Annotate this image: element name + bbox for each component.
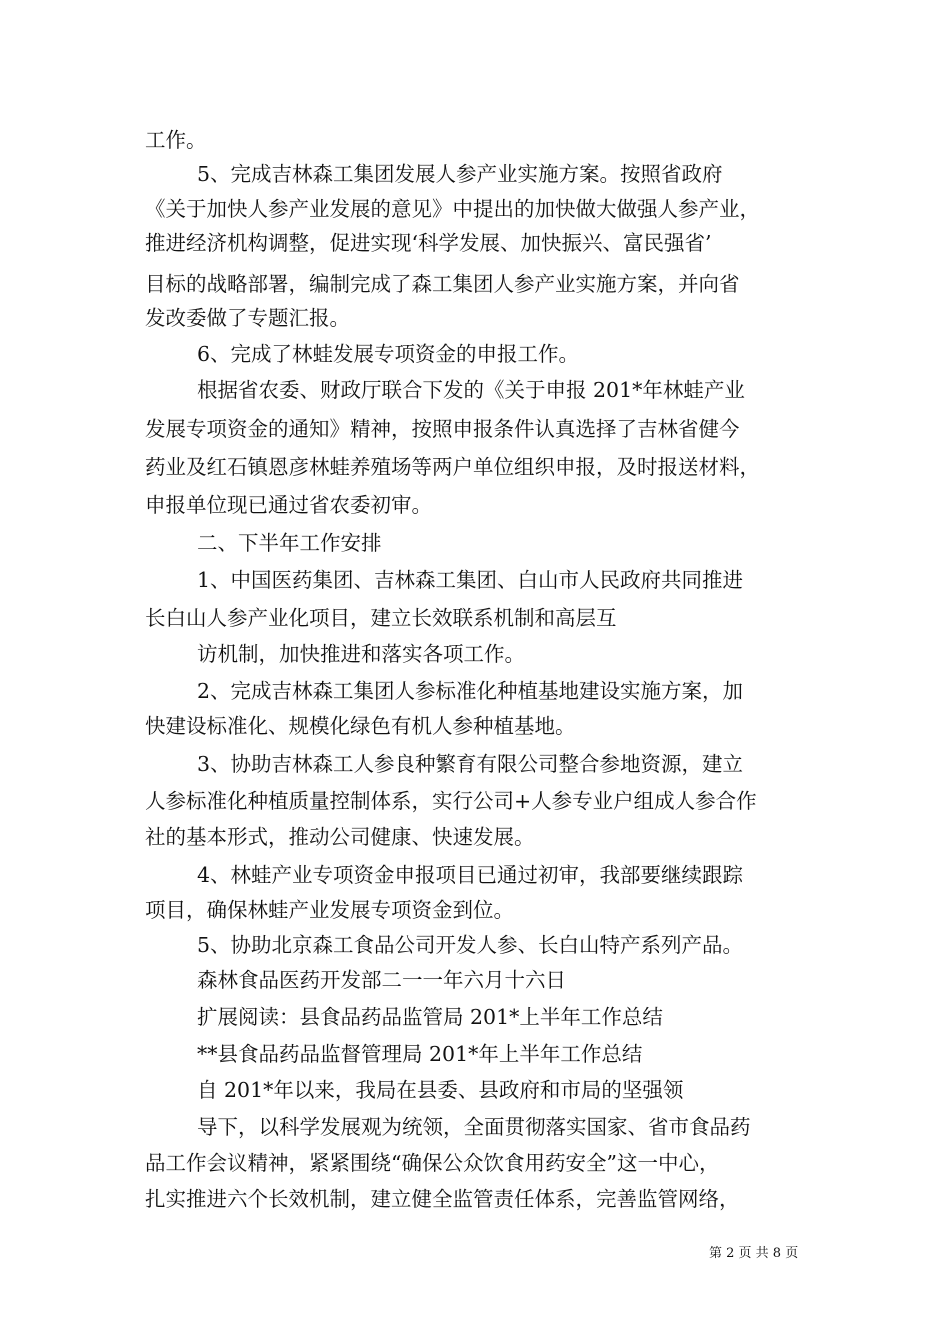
text-line-18: 3、协助吉林森工人参良种繁育有限公司整合参地资源，建立 [197, 752, 744, 776]
extended-reading-title: 扩展阅读：县食品药品监管局 201*上半年工作总结 [197, 1005, 663, 1029]
text-line-16: 2、完成吉林森工集团人参标准化种植基地建设实施方案，加 [197, 679, 744, 703]
text-line-2: 5、完成吉林森工集团发展人参产业实施方案。按照省政府 [197, 162, 723, 186]
text-line-15: 访机制，加快推进和落实各项工作。 [197, 642, 525, 666]
text-line-13: 1、中国医药集团、吉林森工集团、白山市人民政府共同推进 [197, 568, 744, 592]
section-heading: 二、下半年工作安排 [197, 531, 382, 555]
text-line-29: 品工作会议精神，紧紧围绕“确保公众饮食用药安全”这一中心， [145, 1151, 720, 1175]
text-line-9: 发展专项资金的通知》精神，按照申报条件认真选择了吉林省健今 [145, 417, 740, 441]
text-line-7: 6、完成了林蛙发展专项资金的申报工作。 [197, 342, 580, 366]
text-line-1: 工作。 [145, 128, 207, 152]
text-line-27: 自 201*年以来，我局在县委、县政府和市局的坚强领 [197, 1078, 684, 1102]
text-line-14: 长白山人参产业化项目，建立长效联系机制和高层互 [145, 606, 617, 630]
text-line-30: 扎实推进六个长效机制，建立健全监管责任体系，完善监管网络， [145, 1187, 740, 1211]
text-line-10: 药业及红石镇恩彦林蛙养殖场等两户单位组织申报，及时报送材料， [145, 455, 760, 479]
text-line-4: 推进经济机构调整，促进实现‘科学发展、加快振兴、富民强省’ [145, 231, 712, 255]
text-line-22: 项目，确保林蛙产业发展专项资金到位。 [145, 898, 514, 922]
text-line-8: 根据省农委、财政厅联合下发的《关于申报 201*年林蛙产业 [197, 378, 745, 402]
text-line-17: 快建设标准化、规模化绿色有机人参种植基地。 [145, 714, 576, 738]
text-line-20: 社的基本形式，推动公司健康、快速发展。 [145, 825, 535, 849]
text-line-28: 导下，以科学发展观为统领，全面贯彻落实国家、省市食品药 [197, 1115, 751, 1139]
text-line-3: 《关于加快人参产业发展的意见》中提出的加快做大做强人参产业， [145, 197, 760, 221]
report-title: **县食品药品监督管理局 201*年上半年工作总结 [197, 1042, 643, 1066]
signature-line: 森林食品医药开发部二一一年六月十六日 [197, 968, 566, 992]
text-line-11: 申报单位现已通过省农委初审。 [145, 493, 432, 517]
text-line-21: 4、林蛙产业专项资金申报项目已通过初审，我部要继续跟踪 [197, 863, 744, 887]
text-line-5: 目标的战略部署，编制完成了森工集团人参产业实施方案，并向省 [145, 272, 740, 296]
text-line-6: 发改委做了专题汇报。 [145, 306, 350, 330]
text-line-23: 5、协助北京森工食品公司开发人参、长白山特产系列产品。 [197, 933, 744, 957]
text-line-19: 人参标准化种植质量控制体系，实行公司+人参专业户组成人参合作 [145, 789, 757, 813]
page-number: 第 2 页 共 8 页 [709, 1246, 799, 1261]
